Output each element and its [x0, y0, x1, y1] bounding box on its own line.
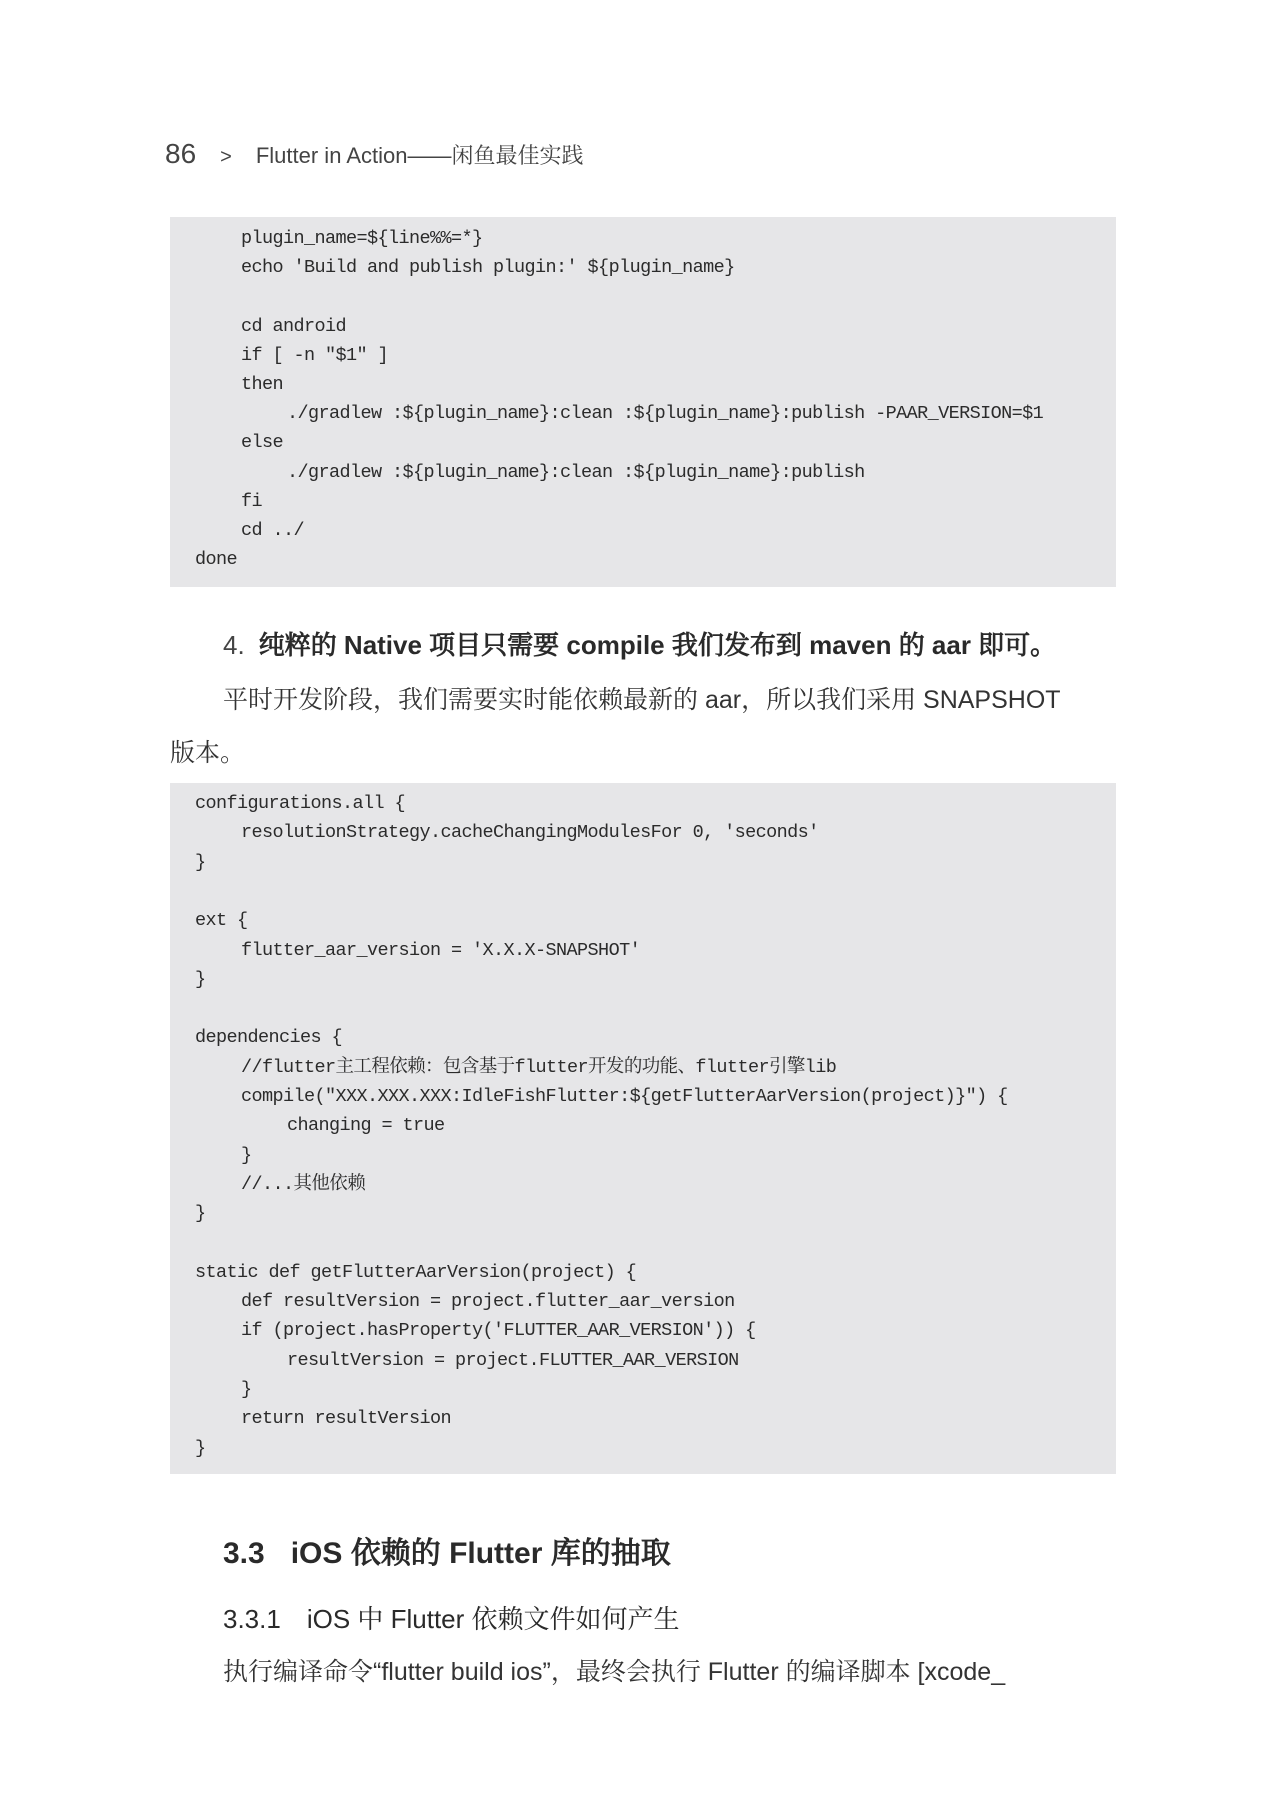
page-number: 86	[165, 138, 197, 169]
paragraph-line: 平时开发阶段，我们需要实时能依赖最新的 aar，所以我们采用 SNAPSHOT	[223, 686, 1061, 714]
list-item-number: 4.	[223, 630, 245, 660]
list-item-text: 纯粹的 Native 项目只需要 compile 我们发布到 maven 的 aar 即可。	[258, 630, 1057, 660]
code-line: compile("XXX.XXX.XXX:IdleFishFlutter:${getFlutterAarVersion(project)}") {	[241, 1086, 1008, 1107]
code-line: ./gradlew :${plugin_name}:clean :${plugin_name}:publish -PAAR_VERSION=$1	[287, 403, 1044, 425]
subsection-title: iOS 中 Flutter 依赖文件如何产生	[306, 1604, 680, 1634]
code-line: echo 'Build and publish plugin:' ${plugin_name}	[241, 257, 735, 279]
running-head	[165, 138, 583, 174]
book-title: Flutter in Action——闲鱼最佳实践	[255, 143, 584, 168]
subsection-heading	[223, 1599, 680, 1636]
code-line: return resultVersion	[241, 1408, 452, 1430]
section-heading	[223, 1528, 671, 1572]
code-line: }	[195, 1437, 206, 1459]
code-line: }	[241, 1144, 252, 1166]
code-line: then	[241, 374, 284, 395]
code-line: if (project.hasProperty('FLUTTER_AAR_VERSION')) {	[241, 1320, 756, 1342]
code-line: if [ -n "$1" ]	[241, 344, 389, 366]
breadcrumb-separator: >	[220, 146, 232, 168]
code-line: }	[195, 851, 206, 873]
section-number: 3.3	[223, 1537, 265, 1570]
code-line: cd android	[241, 315, 347, 337]
code-line: configurations.all {	[195, 793, 406, 814]
code-block-shell-script	[170, 217, 1116, 587]
code-line: changing = true	[287, 1115, 445, 1137]
code-line: flutter_aar_version = 'X.X.X-SNAPSHOT'	[241, 939, 641, 961]
code-line: //...其他依赖	[241, 1173, 366, 1195]
paragraph-line: 版本。	[170, 739, 246, 767]
section-title: iOS 依赖的 Flutter 库的抽取	[290, 1537, 671, 1570]
code-line: fi	[241, 490, 263, 512]
code-line: ext {	[195, 910, 248, 932]
code-line: resolutionStrategy.cacheChangingModulesFor 0, 'seconds'	[241, 822, 819, 844]
paragraph-line: 执行编译命令“flutter build ios”，最终会执行 Flutter 的编译脚本 [xcode_	[223, 1658, 1006, 1686]
code-line: def resultVersion = project.flutter_aar_version	[241, 1291, 735, 1313]
code-line: }	[241, 1379, 252, 1400]
code-line: else	[241, 432, 284, 454]
code-line: ./gradlew :${plugin_name}:clean :${plugin_name}:publish	[287, 461, 865, 483]
code-line: resultVersion = project.FLUTTER_AAR_VERSION	[287, 1349, 739, 1371]
code-block-gradle	[170, 783, 1116, 1474]
code-line: }	[195, 968, 206, 990]
code-line: cd ../	[241, 520, 305, 541]
code-line: //flutter主工程依赖：包含基于flutter开发的功能、flutter引擎lib	[241, 1056, 837, 1078]
code-line: done	[195, 549, 238, 571]
subsection-number: 3.3.1	[223, 1604, 281, 1634]
list-item-heading	[223, 625, 1056, 662]
code-line: dependencies {	[195, 1027, 343, 1049]
code-line: static def getFlutterAarVersion(project) {	[195, 1261, 637, 1283]
code-line: }	[195, 1203, 206, 1225]
code-line: plugin_name=${line%%=*}	[241, 228, 483, 249]
